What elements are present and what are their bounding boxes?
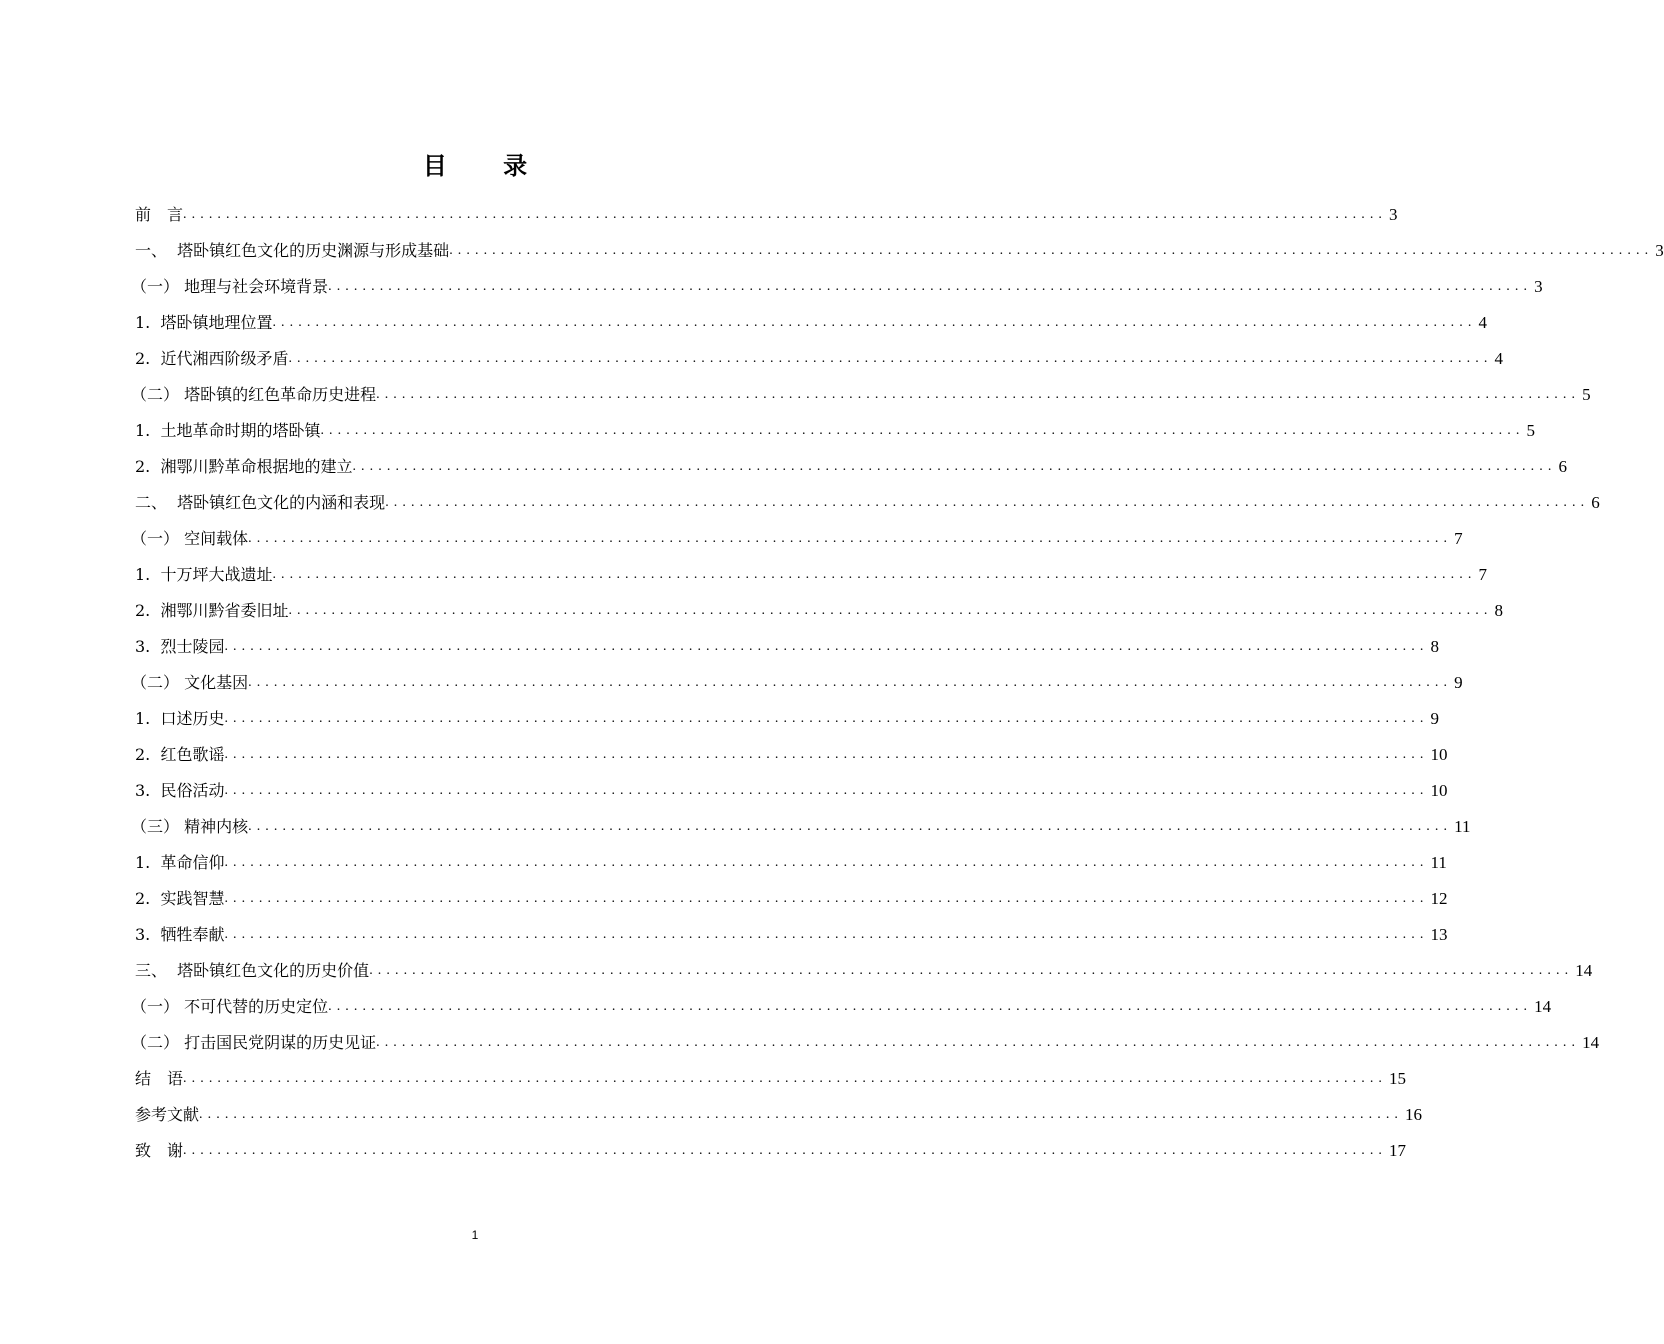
toc-entry[interactable] — [135, 917, 1448, 953]
dot-leader: ............................................................................................................................................ — [352, 459, 1557, 474]
toc-entry[interactable] — [135, 1061, 1407, 1097]
toc-page-number: 7 — [1454, 529, 1463, 548]
dot-leader: ............................................................................................................................................ — [288, 351, 1493, 366]
toc-entry[interactable] — [135, 737, 1448, 773]
toc-page-number: 5 — [1526, 421, 1535, 440]
toc-entry-title: 2. 近代湘西阶级矛盾 — [135, 349, 289, 368]
toc-page-number: 12 — [1430, 889, 1448, 908]
toc-page-number: 14 — [1534, 997, 1552, 1016]
toc-entry-title: 2. 实践智慧 — [135, 889, 225, 908]
table-of-contents — [131, 197, 1664, 1169]
toc-entry[interactable] — [135, 593, 1503, 629]
page-title: 目 录 — [422, 152, 552, 180]
toc-entry-title: （一） 不可代替的历史定位 — [131, 997, 329, 1016]
toc-entry-title: 致 谢 — [135, 1141, 184, 1160]
toc-entry[interactable] — [135, 341, 1503, 377]
toc-page-number: 9 — [1454, 673, 1463, 692]
toc-entry[interactable] — [135, 449, 1567, 485]
toc-entry-title: 2. 湘鄂川黔省委旧址 — [135, 601, 289, 620]
toc-page-number: 3 — [1655, 241, 1664, 260]
toc-page-number: 10 — [1430, 745, 1448, 764]
toc-page-number: 7 — [1478, 565, 1487, 584]
toc-entry-title: 3. 牺牲奉献 — [135, 925, 225, 944]
toc-entry-title: 1. 革命信仰 — [135, 853, 225, 872]
dot-leader: ............................................................................................................................................ — [376, 1035, 1581, 1050]
toc-entry-title: 3. 烈士陵园 — [135, 637, 225, 656]
toc-entry[interactable] — [131, 377, 1591, 413]
toc-page-number: 11 — [1454, 817, 1471, 836]
dot-leader: ............................................................................................................................................ — [199, 1107, 1404, 1122]
toc-entry[interactable] — [135, 953, 1593, 989]
toc-entry-title: 2. 湘鄂川黔革命根据地的建立 — [135, 457, 353, 476]
dot-leader: ............................................................................................................................................ — [183, 1143, 1388, 1158]
dot-leader: ............................................................................................................................................ — [224, 891, 1429, 906]
dot-leader: ............................................................................................................................................ — [376, 387, 1581, 402]
toc-entry-title: 1. 十万坪大战遗址 — [135, 565, 273, 584]
toc-entry-title: 2. 红色歌谣 — [135, 745, 225, 764]
dot-leader: ............................................................................................................................................ — [224, 927, 1429, 942]
toc-entry[interactable] — [135, 413, 1535, 449]
toc-entry-title: 参考文献 — [135, 1105, 200, 1124]
toc-entry[interactable] — [131, 809, 1471, 845]
toc-entry-title: （二） 文化基因 — [131, 673, 249, 692]
toc-page-number: 16 — [1405, 1105, 1423, 1124]
toc-entry[interactable] — [131, 269, 1543, 305]
toc-page-number: 6 — [1591, 493, 1600, 512]
toc-entry-title: （一） 地理与社会环境背景 — [131, 277, 329, 296]
dot-leader: ............................................................................................................................................ — [248, 531, 1453, 546]
dot-leader: ............................................................................................................................................ — [328, 999, 1533, 1014]
toc-page-number: 14 — [1575, 961, 1593, 980]
dot-leader: ............................................................................................................................................ — [248, 819, 1453, 834]
dot-leader: ............................................................................................................................................ — [320, 423, 1525, 438]
toc-entry[interactable] — [135, 1133, 1407, 1169]
dot-leader: ............................................................................................................................................ — [288, 603, 1493, 618]
toc-page-number: 15 — [1389, 1069, 1407, 1088]
toc-entry[interactable] — [135, 557, 1487, 593]
toc-entry-title: 一、 塔卧镇红色文化的历史渊源与形成基础 — [135, 241, 450, 260]
toc-entry[interactable] — [131, 665, 1463, 701]
dot-leader: ............................................................................................................................................ — [385, 495, 1590, 510]
toc-entry[interactable] — [135, 845, 1447, 881]
toc-entry[interactable] — [135, 305, 1487, 341]
toc-entry-title: 1. 塔卧镇地理位置 — [135, 313, 273, 332]
toc-entry[interactable] — [135, 485, 1600, 521]
dot-leader: ............................................................................................................................................ — [224, 855, 1429, 870]
toc-page-number: 4 — [1494, 349, 1503, 368]
toc-page-number: 9 — [1430, 709, 1439, 728]
toc-entry[interactable] — [135, 773, 1448, 809]
toc-page-number: 4 — [1478, 313, 1487, 332]
toc-entry-title: 前 言 — [135, 205, 184, 224]
page-number-footer: 1 — [471, 1228, 479, 1242]
toc-entry-title: 1. 口述历史 — [135, 709, 225, 728]
dot-leader: ............................................................................................................................................ — [224, 783, 1429, 798]
dot-leader: ............................................................................................................................................ — [328, 279, 1533, 294]
toc-page-number: 13 — [1430, 925, 1448, 944]
toc-entry-title: 1. 土地革命时期的塔卧镇 — [135, 421, 321, 440]
dot-leader: ............................................................................................................................................ — [449, 243, 1654, 258]
toc-entry-title: （二） 塔卧镇的红色革命历史进程 — [131, 385, 377, 404]
dot-leader: ............................................................................................................................................ — [183, 207, 1388, 222]
toc-entry[interactable] — [135, 1097, 1423, 1133]
toc-page-number: 8 — [1430, 637, 1439, 656]
toc-page-number: 3 — [1534, 277, 1543, 296]
dot-leader: ............................................................................................................................................ — [224, 711, 1429, 726]
toc-page-number: 5 — [1582, 385, 1591, 404]
toc-entry-title: 结 语 — [135, 1069, 184, 1088]
dot-leader: ............................................................................................................................................ — [248, 675, 1453, 690]
dot-leader: ............................................................................................................................................ — [272, 315, 1477, 330]
toc-entry-title: （二） 打击国民党阴谋的历史见证 — [131, 1033, 377, 1052]
dot-leader: ............................................................................................................................................ — [272, 567, 1477, 582]
toc-entry-title: 二、 塔卧镇红色文化的内涵和表现 — [135, 493, 386, 512]
toc-entry[interactable] — [135, 629, 1439, 665]
toc-entry[interactable] — [131, 521, 1463, 557]
toc-entry[interactable] — [131, 1025, 1600, 1061]
toc-page-number: 11 — [1430, 853, 1447, 872]
dot-leader: ............................................................................................................................................ — [224, 747, 1429, 762]
toc-entry[interactable] — [135, 701, 1439, 737]
toc-entry-title: 三、 塔卧镇红色文化的历史价值 — [135, 961, 370, 980]
toc-entry[interactable] — [135, 197, 1398, 233]
toc-entry[interactable] — [135, 881, 1448, 917]
dot-leader: ............................................................................................................................................ — [224, 639, 1429, 654]
toc-entry-title: （三） 精神内核 — [131, 817, 249, 836]
toc-page-number: 10 — [1430, 781, 1448, 800]
toc-entry[interactable] — [131, 989, 1552, 1025]
toc-entry-title: （一） 空间载体 — [131, 529, 249, 548]
dot-leader: ............................................................................................................................................ — [369, 963, 1574, 978]
toc-page-number: 3 — [1389, 205, 1398, 224]
toc-page-number: 17 — [1389, 1141, 1407, 1160]
toc-entry-title: 3. 民俗活动 — [135, 781, 225, 800]
dot-leader: ............................................................................................................................................ — [183, 1071, 1388, 1086]
toc-page-number: 14 — [1582, 1033, 1600, 1052]
toc-page-number: 8 — [1494, 601, 1503, 620]
toc-page-number: 6 — [1558, 457, 1567, 476]
toc-entry[interactable] — [135, 233, 1664, 269]
